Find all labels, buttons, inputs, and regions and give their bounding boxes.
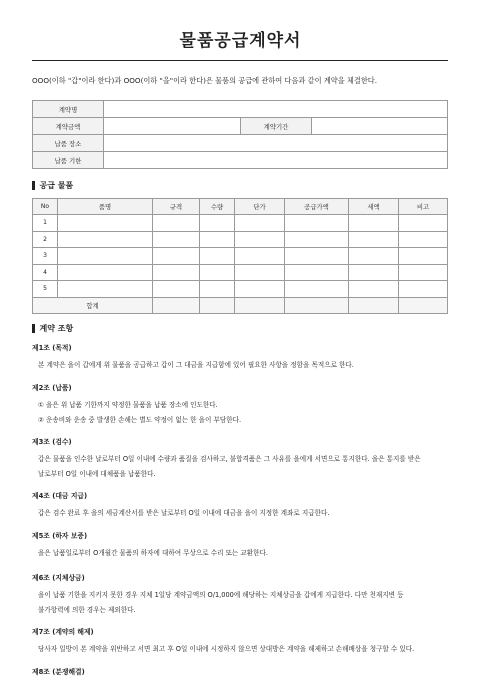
cell[interactable] [58,281,153,298]
section-marker [32,181,35,190]
cell[interactable] [153,215,200,232]
col-header-supply-value: 공급가액 [285,199,349,215]
cell[interactable] [200,264,235,281]
article-heading: 제7조 (계약의 해제) [32,628,94,636]
col-header-tax: 세액 [349,199,399,215]
cell[interactable] [235,264,285,281]
cell[interactable] [235,297,285,314]
cell[interactable] [200,215,235,232]
article-heading: 제2조 (납품) [32,384,72,392]
cell[interactable] [399,248,448,265]
table-row [33,248,448,265]
cell[interactable] [399,297,448,314]
cell[interactable] [58,215,153,232]
cell[interactable] [153,248,200,265]
col-header-item: 품명 [58,199,153,215]
cell[interactable] [235,248,285,265]
article-heading: 제3조 (검수) [32,438,72,446]
article-line: 을은 납품일로부터 O개월간 물품의 하자에 대하여 무상으로 수리 또는 교환한다. [38,549,268,557]
cell[interactable] [235,215,285,232]
article-line: 불가항력에 의한 경우는 제외한다. [38,606,136,614]
article-heading: 제5조 (하자 보증) [32,532,88,540]
article-body [38,642,448,657]
delivery-place-field[interactable] [104,135,448,152]
table-row [33,118,448,135]
col-header-spec: 규격 [153,199,200,215]
supply-items-table [32,198,448,314]
article-line: 본 계약은 을이 갑에게 위 물품을 공급하고 갑이 그 대금을 지급함에 있어 필요한 사항을 정함을 목적으로 한다. [38,361,354,369]
article-line: 날로부터 O일 이내에 대체품을 납품한다. [38,470,156,478]
article-body [38,358,448,373]
row-number: 2 [33,231,58,248]
cell[interactable] [58,231,153,248]
cell[interactable] [153,297,200,314]
article-heading: 제6조 (지체상금) [32,574,85,582]
cell[interactable] [285,231,349,248]
article-line: ① 을은 위 납품 기한까지 약정한 물품을 납품 장소에 인도한다. [38,401,218,409]
cell[interactable] [200,281,235,298]
section-marker [32,324,35,333]
table-row [33,215,448,232]
contract-period-label: 계약기간 [241,118,312,135]
table-row [33,101,448,118]
article-body [38,452,448,482]
cell[interactable] [200,231,235,248]
cell[interactable] [285,215,349,232]
article-body [38,546,448,561]
contract-period-field[interactable] [312,118,448,135]
cell[interactable] [58,264,153,281]
cell[interactable] [153,281,200,298]
row-number: 1 [33,215,58,232]
table-header-row [33,199,448,215]
row-number: 5 [33,281,58,298]
cell[interactable] [349,215,399,232]
cell[interactable] [349,248,399,265]
cell[interactable] [200,248,235,265]
row-number: 4 [33,264,58,281]
cell[interactable] [153,264,200,281]
article-body [38,398,448,428]
terms-section-heading [32,323,73,334]
article-line: 갑은 검수 완료 후 을의 세금계산서를 받은 날로부터 O일 이내에 대금을 을이 지정한 계좌로 지급한다. [38,509,330,517]
contract-name-label: 계약명 [33,101,104,118]
contract-amount-label: 계약금액 [33,118,104,135]
cell[interactable] [58,248,153,265]
table-row [33,231,448,248]
cell[interactable] [349,231,399,248]
cell[interactable] [235,281,285,298]
cell[interactable] [349,264,399,281]
cell[interactable] [285,248,349,265]
article-body [38,588,448,618]
table-row [33,281,448,298]
terms-section-title: 계약 조항 [39,324,74,333]
total-row [33,297,448,314]
article-heading: 제1조 (목적) [32,344,72,352]
cell[interactable] [399,215,448,232]
article-line: 을이 납품 기한을 지키지 못한 경우 지체 1일당 계약금액의 O/1,000에 해당하는 지체상금을 갑에게 지급한다. 다만 천재지변 등 [38,591,404,599]
article-heading: 제4조 (대금 지급) [32,492,88,500]
cell[interactable] [399,281,448,298]
supply-section-heading [32,180,73,191]
cell[interactable] [153,231,200,248]
cell[interactable] [349,297,399,314]
contract-info-table [32,100,448,169]
cell[interactable] [349,281,399,298]
article-heading: 제8조 (분쟁해결) [32,668,85,676]
delivery-deadline-field[interactable] [104,152,448,169]
cell[interactable] [285,264,349,281]
col-header-qty: 수량 [200,199,235,215]
document-title: 물품공급계약서 [179,31,302,51]
supply-section-title: 공급 물품 [39,181,74,190]
cell[interactable] [285,297,349,314]
cell[interactable] [285,281,349,298]
delivery-place-label: 납품 장소 [33,135,104,152]
cell[interactable] [399,231,448,248]
article-line: 당사자 일방이 본 계약을 위반하고 서면 최고 후 O일 이내에 시정하지 않으면 상대방은 계약을 해제하고 손해배상을 청구할 수 있다. [38,645,415,653]
article-line: ② 운송비와 운송 중 발생한 손해는 별도 약정이 없는 한 을이 부담한다. [38,416,242,424]
col-header-unit-price: 단가 [235,199,285,215]
contract-name-field[interactable] [104,101,448,118]
article-body [38,506,448,521]
table-row [33,264,448,281]
table-row [33,135,448,152]
table-row [33,152,448,169]
article-line: 갑은 물품을 인수한 날로부터 O일 이내에 수량과 품질을 검사하고, 불합격품은 그 사유를 을에게 서면으로 통지한다. 을은 통지를 받은 [38,455,421,463]
cell[interactable] [399,264,448,281]
intro-paragraph: OOO(이하 "갑"이라 한다)과 OOO(이하 "을"이라 한다)은 물품의 공급에 관하여 다음과 같이 계약을 체결한다. [32,76,377,85]
col-header-no: No [33,199,58,215]
col-header-note: 비고 [399,199,448,215]
delivery-deadline-label: 납품 기한 [33,152,104,169]
row-number: 3 [33,248,58,265]
contract-amount-field[interactable] [104,118,241,135]
cell[interactable] [200,297,235,314]
total-label: 합계 [33,297,153,314]
title-divider [32,60,448,61]
cell[interactable] [235,231,285,248]
